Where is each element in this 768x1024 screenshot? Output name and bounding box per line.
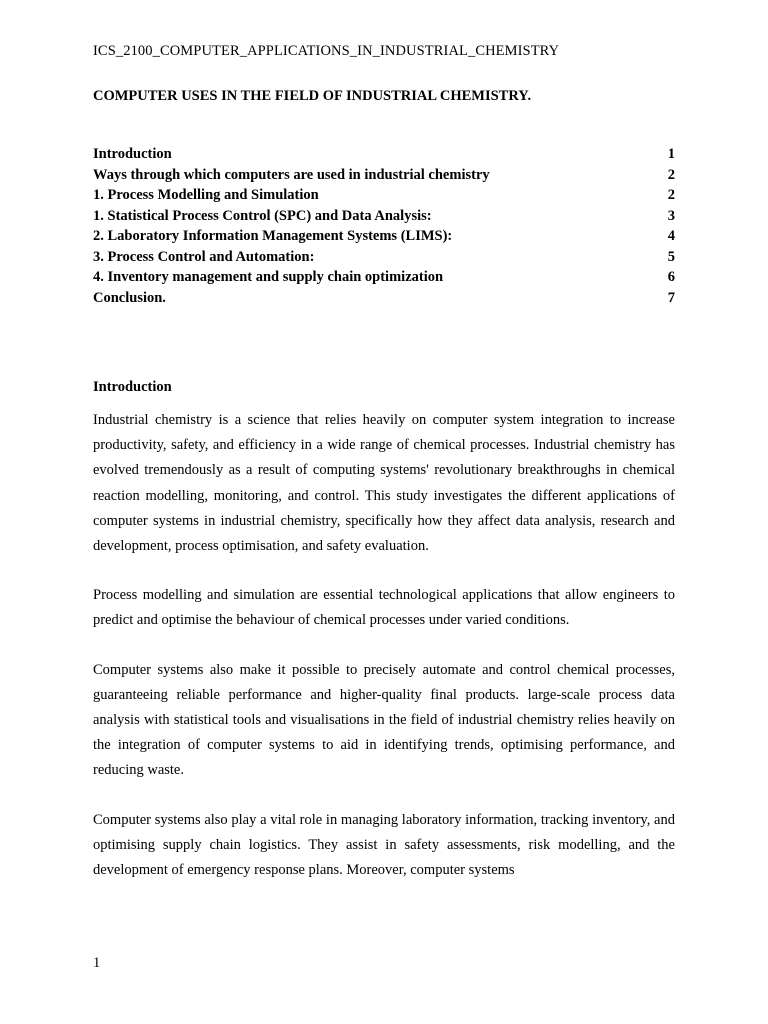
toc-entry-label: Conclusion. <box>93 289 166 306</box>
toc-entry-page: 2 <box>667 166 675 183</box>
toc-entry-label: 4. Inventory management and supply chain optimization <box>93 269 444 285</box>
body-paragraph: Industrial chemistry is a science that relies heavily on computer system integration to increase productivity, safety, and efficiency in a wide range of chemical processes. Industrial chemistry has evolved tremendously as a result of computing systems' revolutionary breakthroughs in chemical reaction modelling, monitoring, and control. This study investigates the different applications of computer systems in industrial chemistry, specifically how they affect data analysis, research and development, process optimisation, and safety evaluation. <box>93 412 675 555</box>
toc-entry-label: Introduction <box>93 146 172 162</box>
toc-entry[interactable] <box>93 185 675 206</box>
toc-entry[interactable] <box>93 267 675 288</box>
toc-entry-page: 7 <box>667 289 675 306</box>
toc-entry[interactable] <box>93 226 675 247</box>
page-number: 1 <box>93 955 101 971</box>
introduction-body <box>93 408 675 907</box>
toc-entry-label: Ways through which computers are used in industrial chemistry <box>93 166 490 183</box>
body-paragraph: Computer systems also make it possible to precisely automate and control chemical processes, guaranteeing reliable performance and higher-quality final products. large-scale process data analysis with statistical tools and visualisations in the field of industrial chemistry relies heavily on the integration of computer systems to aid in identifying trends, optimising performance, and reducing waste. <box>93 661 675 779</box>
introduction-heading: Introduction <box>93 379 172 395</box>
toc-entry-label: 1. Statistical Process Control (SPC) and Data Analysis: <box>93 207 432 224</box>
body-paragraph: Process modelling and simulation are essential technological applications that allow engineers to predict and optimise the behaviour of chemical processes under varied conditions. <box>93 587 675 629</box>
body-paragraph: Computer systems also play a vital role in managing laboratory information, tracking inventory, and optimising supply chain logistics. They assist in safety assessments, risk modelling, and the development of emergency response plans. Moreover, computer systems <box>93 811 675 879</box>
toc-entry[interactable] <box>93 247 675 268</box>
toc-entry[interactable] <box>93 206 675 227</box>
toc-entry-page: 2 <box>667 187 675 203</box>
toc-entry[interactable] <box>93 165 675 186</box>
toc-entry-label: 2. Laboratory Information Management Systems (LIMS): <box>93 228 453 244</box>
toc-entry-page: 3 <box>667 207 675 224</box>
document-title: COMPUTER USES IN THE FIELD OF INDUSTRIAL CHEMISTRY. <box>93 88 532 104</box>
toc-entry-page: 4 <box>667 228 675 244</box>
course-code-header: ICS_2100_COMPUTER_APPLICATIONS_IN_INDUSTRIAL_CHEMISTRY <box>93 43 560 59</box>
table-of-contents <box>93 144 675 308</box>
toc-entry-label: 3. Process Control and Automation: <box>93 248 315 265</box>
toc-entry[interactable] <box>93 288 675 309</box>
toc-entry-page: 1 <box>667 146 675 162</box>
toc-entry[interactable] <box>93 144 675 165</box>
toc-entry-label: 1. Process Modelling and Simulation <box>93 187 319 203</box>
toc-entry-page: 6 <box>667 269 675 285</box>
toc-entry-page: 5 <box>667 248 675 265</box>
